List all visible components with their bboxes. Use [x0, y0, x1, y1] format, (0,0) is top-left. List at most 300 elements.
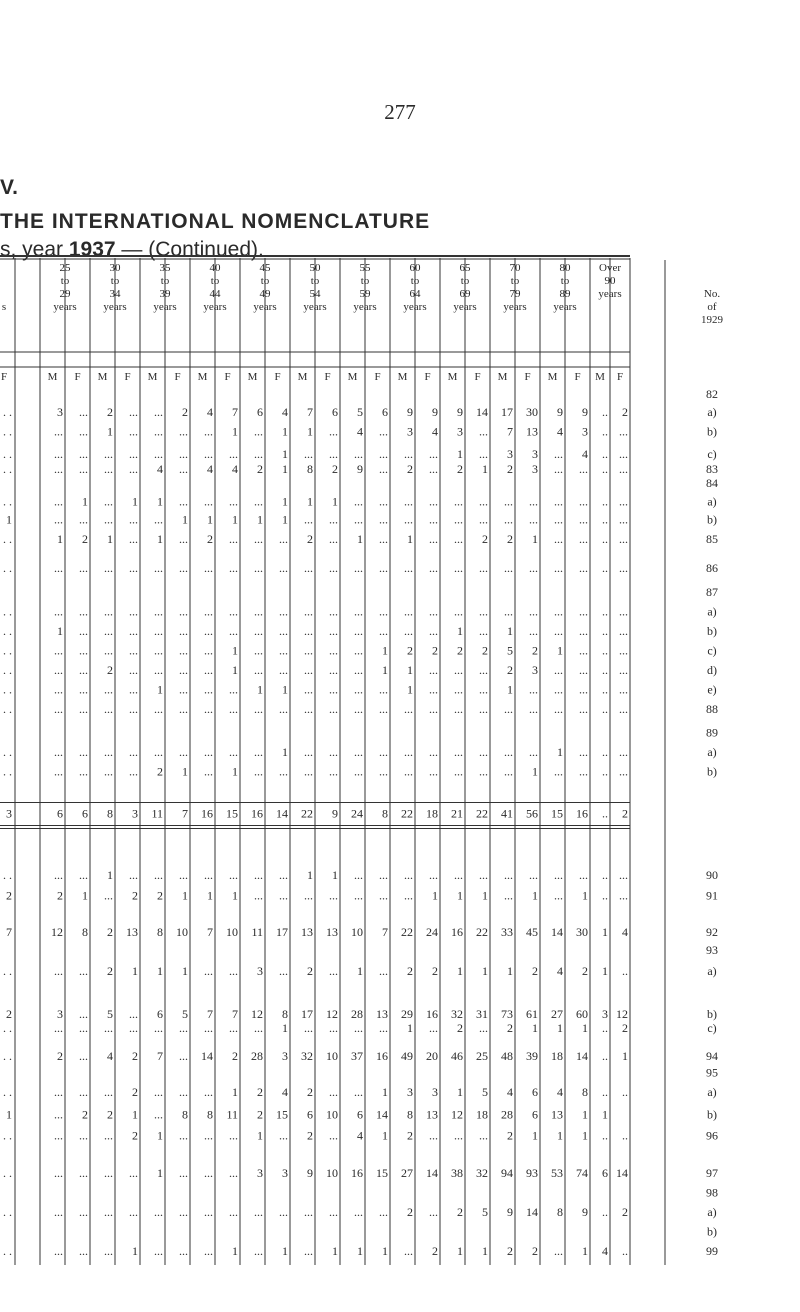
left-stub-value: 2 — [6, 888, 12, 903]
table-cell: ... — [504, 561, 513, 576]
table-cell: ... — [329, 963, 338, 978]
table-cell: ... — [279, 662, 288, 677]
table-cell: 13 — [376, 1007, 388, 1022]
table-cell: 1 — [182, 963, 188, 978]
table-cell: 6 — [602, 1165, 608, 1180]
table-cell: ... — [404, 888, 413, 903]
table-cell: 2 — [407, 1204, 413, 1219]
table-cell: 16 — [451, 924, 463, 939]
row-number: b) — [707, 623, 717, 638]
table-cell: 32 — [301, 1048, 313, 1063]
table-cell: 2 — [582, 963, 588, 978]
table-cell: 1 — [282, 512, 288, 527]
total-cell: 9 — [332, 806, 338, 821]
row-number: 90 — [706, 867, 718, 882]
table-cell: ... — [229, 1165, 238, 1180]
table-cell: ... — [619, 446, 628, 461]
table-cell: 14 — [476, 405, 488, 420]
table-cell: ... — [229, 531, 238, 546]
table-cell: ... — [129, 682, 138, 697]
table-cell: 1 — [107, 424, 113, 439]
page-number: 277 — [384, 100, 416, 124]
table-cell: ... — [429, 623, 438, 638]
table-cell: 1 — [582, 1244, 588, 1258]
table-cell: ... — [304, 1204, 313, 1219]
table-cell: ... — [619, 604, 628, 619]
table-cell: .. — [602, 623, 608, 638]
table-cell: 1 — [157, 1165, 163, 1180]
table-cell: ... — [279, 963, 288, 978]
total-cell: 7 — [182, 806, 188, 821]
table-cell: .. — [602, 1204, 608, 1219]
table-cell: ... — [379, 561, 388, 576]
table-cell: ... — [129, 1165, 138, 1180]
age-group-header: 55 — [359, 262, 371, 274]
row-number: 91 — [706, 888, 718, 903]
table-cell: ... — [329, 1021, 338, 1036]
age-group-header: years — [403, 301, 427, 313]
table-cell: 7 — [307, 405, 313, 420]
table-cell: 16 — [426, 1007, 438, 1022]
age-group-header: 34 — [109, 288, 121, 300]
table-cell: 1 — [557, 1128, 563, 1143]
table-cell: ... — [254, 643, 263, 658]
table-cell: ... — [254, 494, 263, 509]
table-cell: 46 — [451, 1048, 463, 1063]
table-cell: 10 — [226, 924, 238, 939]
table-cell: 6 — [532, 1107, 538, 1122]
table-cell: 13 — [326, 924, 338, 939]
table-cell: ... — [254, 701, 263, 716]
table-cell: 3 — [257, 1165, 263, 1180]
left-stub-value: . . — [3, 867, 12, 882]
left-stub-value: . . — [3, 531, 12, 546]
table-cell: ... — [379, 682, 388, 697]
table-cell: ... — [379, 745, 388, 760]
table-cell: ... — [429, 1128, 438, 1143]
table-cell: ... — [179, 561, 188, 576]
table-cell: ... — [329, 888, 338, 903]
table-cell: 94 — [501, 1165, 513, 1180]
table-cell: ... — [104, 1085, 113, 1100]
table-cell: 2 — [132, 888, 138, 903]
table-cell: ... — [154, 1085, 163, 1100]
table-cell: 2 — [507, 662, 513, 677]
table-cell: 2 — [157, 888, 163, 903]
sex-label: M — [447, 371, 458, 383]
table-cell: ... — [579, 867, 588, 882]
table-cell: 3 — [407, 1085, 413, 1100]
table-cell: ... — [579, 604, 588, 619]
number-column-header: No. — [703, 288, 721, 300]
number-column-header: of — [707, 301, 717, 313]
table-cell: 1 — [332, 494, 338, 509]
table-cell: .. — [602, 494, 608, 509]
table-cell: 2 — [407, 1128, 413, 1143]
table-cell: 12 — [616, 1007, 628, 1022]
sex-label: M — [97, 371, 108, 383]
table-cell: ... — [619, 701, 628, 716]
table-cell: 15 — [376, 1165, 388, 1180]
table-cell: ... — [54, 963, 63, 978]
table-cell: ... — [479, 1128, 488, 1143]
table-cell: ... — [454, 561, 463, 576]
table-cell: ... — [54, 494, 63, 509]
table-cell: ... — [579, 682, 588, 697]
table-cell: ... — [79, 424, 88, 439]
table-cell: 7 — [207, 1007, 213, 1022]
sex-label: M — [595, 371, 605, 383]
row-number: b) — [707, 1107, 717, 1122]
table-cell: 7 — [157, 1048, 163, 1063]
table-cell: .. — [602, 604, 608, 619]
table-cell: 1 — [232, 512, 238, 527]
table-cell: ... — [154, 662, 163, 677]
table-cell: 1 — [107, 867, 113, 882]
table-cell: 14 — [201, 1048, 213, 1063]
table-cell: 5 — [107, 1007, 113, 1022]
age-group-header: 54 — [309, 288, 321, 300]
table-cell: ... — [554, 662, 563, 677]
table-cell: 1 — [482, 1244, 488, 1258]
age-group-header: years — [503, 301, 527, 313]
table-cell: 1 — [332, 1244, 338, 1258]
table-cell: 2 — [107, 405, 113, 420]
table-cell: 10 — [326, 1165, 338, 1180]
left-stub-value: . . — [3, 1085, 12, 1100]
table-cell: ... — [619, 531, 628, 546]
table-cell: ... — [554, 867, 563, 882]
table-cell: ... — [554, 888, 563, 903]
table-cell: ... — [54, 643, 63, 658]
table-cell: ... — [354, 682, 363, 697]
total-cell: .. — [602, 806, 608, 821]
age-group-header: years — [303, 301, 327, 313]
subtitle-rest: — (Continued). — [115, 238, 264, 261]
table-cell: ... — [304, 643, 313, 658]
table-cell: ... — [179, 1128, 188, 1143]
table-cell: 3 — [282, 1048, 288, 1063]
table-title: THE INTERNATIONAL NOMENCLATURE — [0, 210, 431, 233]
age-group-header: 49 — [259, 288, 271, 300]
table-cell: ... — [254, 745, 263, 760]
table-cell: 1 — [457, 888, 463, 903]
table-cell: ... — [279, 561, 288, 576]
table-cell: 10 — [351, 924, 363, 939]
table-cell: ... — [129, 662, 138, 677]
table-cell: ... — [154, 745, 163, 760]
table-cell: ... — [304, 682, 313, 697]
table-cell: ... — [104, 512, 113, 527]
age-group-header: to — [260, 275, 270, 287]
table-cell: ... — [479, 867, 488, 882]
table-cell: 1 — [232, 643, 238, 658]
table-cell: ... — [619, 462, 628, 477]
table-cell: 1 — [457, 446, 463, 461]
table-cell: ... — [179, 1021, 188, 1036]
table-cell: ... — [104, 1165, 113, 1180]
number-column-header: 1929 — [701, 314, 723, 326]
left-stub-value: 1 — [6, 512, 12, 527]
table-cell: .. — [602, 1085, 608, 1100]
table-cell: 8 — [157, 924, 163, 939]
row-number: b) — [707, 1007, 717, 1022]
sex-label: M — [297, 371, 308, 383]
table-cell: 1 — [282, 682, 288, 697]
table-cell: ... — [254, 604, 263, 619]
table-cell: ... — [179, 1244, 188, 1258]
table-cell: 2 — [307, 1128, 313, 1143]
table-cell: 13 — [526, 424, 538, 439]
table-cell: ... — [79, 745, 88, 760]
table-cell: ... — [154, 701, 163, 716]
row-number: e) — [707, 682, 717, 697]
row-number: a) — [707, 604, 717, 619]
table-cell: ... — [379, 462, 388, 477]
table-cell: ... — [154, 405, 163, 420]
table-cell: 74 — [576, 1165, 588, 1180]
table-cell: 9 — [557, 405, 563, 420]
table-cell: 2 — [507, 1021, 513, 1036]
total-cell: 8 — [107, 806, 113, 821]
table-cell: 7 — [207, 924, 213, 939]
table-cell: ... — [54, 561, 63, 576]
table-cell: ... — [554, 531, 563, 546]
table-cell: ... — [204, 1165, 213, 1180]
table-cell: 22 — [401, 924, 413, 939]
table-cell: 1 — [232, 888, 238, 903]
table-cell: ... — [129, 604, 138, 619]
table-cell: 5 — [357, 405, 363, 420]
table-cell: 4 — [282, 405, 288, 420]
left-stub-value: . . — [3, 643, 12, 658]
left-stub-value: . . — [3, 446, 12, 461]
table-cell: ... — [154, 1204, 163, 1219]
table-cell: 1 — [282, 446, 288, 461]
table-cell: ... — [179, 643, 188, 658]
table-cell: ... — [429, 682, 438, 697]
table-cell: ... — [54, 604, 63, 619]
table-cell: ... — [454, 604, 463, 619]
table-cell: ... — [79, 1244, 88, 1258]
table-cell: 4 — [582, 446, 588, 461]
table-cell: 6 — [157, 1007, 163, 1022]
sex-label: F — [424, 371, 431, 383]
table-cell: 14 — [376, 1107, 388, 1122]
table-cell: 9 — [407, 405, 413, 420]
table-cell: ... — [554, 682, 563, 697]
table-cell: ... — [329, 446, 338, 461]
age-group-header: 35 — [159, 262, 171, 274]
left-stub-value: . . — [3, 623, 12, 638]
age-group-header: 90 — [604, 275, 616, 287]
table-cell: ... — [79, 1007, 88, 1022]
table-cell: ... — [579, 561, 588, 576]
table-cell: 93 — [526, 1165, 538, 1180]
table-cell: 13 — [426, 1107, 438, 1122]
table-cell: ... — [329, 424, 338, 439]
table-cell: ... — [154, 446, 163, 461]
table-cell: ... — [179, 1204, 188, 1219]
table-cell: ... — [179, 462, 188, 477]
table-cell: 1 — [232, 764, 238, 779]
table-cell: ... — [104, 446, 113, 461]
table-cell: 73 — [501, 1007, 513, 1022]
table-cell: 2 — [457, 1021, 463, 1036]
table-cell: 1 — [157, 531, 163, 546]
table-cell: ... — [354, 494, 363, 509]
total-cell: 2 — [622, 806, 628, 821]
table-cell: 1 — [232, 662, 238, 677]
table-cell: 2 — [107, 1107, 113, 1122]
table-cell: .. — [602, 764, 608, 779]
table-cell: 2 — [532, 963, 538, 978]
table-cell: ... — [79, 1085, 88, 1100]
table-cell: ... — [204, 1021, 213, 1036]
table-cell: ... — [304, 604, 313, 619]
table-cell: 9 — [307, 1165, 313, 1180]
table-cell: ... — [179, 662, 188, 677]
table-cell: ... — [404, 701, 413, 716]
total-cell: 24 — [351, 806, 363, 821]
table-cell: 1 — [282, 745, 288, 760]
table-cell: ... — [479, 764, 488, 779]
table-cell: 1 — [132, 1107, 138, 1122]
table-cell: 45 — [526, 924, 538, 939]
table-cell: ... — [329, 745, 338, 760]
sex-label: F — [616, 371, 624, 383]
table-cell: ... — [304, 662, 313, 677]
table-cell: 2 — [107, 963, 113, 978]
table-cell: 14 — [551, 924, 563, 939]
table-cell: 2 — [207, 531, 213, 546]
table-cell: 60 — [576, 1007, 588, 1022]
age-group-header: years — [598, 288, 622, 300]
table-cell: 1 — [382, 662, 388, 677]
table-cell: 4 — [107, 1048, 113, 1063]
row-number: 83 — [706, 462, 718, 477]
table-cell: 1 — [532, 1128, 538, 1143]
table-cell: ... — [379, 888, 388, 903]
table-cell: 18 — [551, 1048, 563, 1063]
left-stub-value: . . — [3, 1021, 12, 1036]
row-number: 84 — [706, 476, 718, 491]
age-group-header: years — [453, 301, 477, 313]
table-cell: ... — [204, 701, 213, 716]
table-cell: ... — [229, 701, 238, 716]
table-cell: 2 — [407, 643, 413, 658]
table-cell: 53 — [551, 1165, 563, 1180]
table-cell: ... — [479, 424, 488, 439]
table-cell: 1 — [307, 494, 313, 509]
table-cell: 25 — [476, 1048, 488, 1063]
table-cell: ... — [204, 682, 213, 697]
table-cell: ... — [79, 1128, 88, 1143]
table-cell: ... — [179, 531, 188, 546]
row-number: b) — [707, 764, 717, 779]
table-cell: ... — [379, 446, 388, 461]
table-cell: 1 — [107, 531, 113, 546]
table-cell: ... — [479, 494, 488, 509]
table-cell: 3 — [57, 1007, 63, 1022]
age-group-header: 64 — [409, 288, 421, 300]
table-cell: 1 — [582, 1021, 588, 1036]
table-cell: 14 — [616, 1165, 628, 1180]
table-cell: ... — [554, 604, 563, 619]
left-stub-value: . . — [3, 1128, 12, 1143]
table-cell: ... — [619, 888, 628, 903]
table-cell: 1 — [382, 1244, 388, 1258]
table-cell: ... — [329, 623, 338, 638]
table-cell: 1 — [132, 1244, 138, 1258]
table-cell: 3 — [532, 446, 538, 461]
table-cell: 2 — [132, 1085, 138, 1100]
total-cell: 15 — [551, 806, 563, 821]
row-number: 98 — [706, 1185, 718, 1200]
age-group-header: years — [353, 301, 377, 313]
table-cell: ... — [429, 512, 438, 527]
row-number: 85 — [706, 531, 718, 546]
table-cell: .. — [602, 561, 608, 576]
left-stub-value: 3 — [6, 806, 12, 821]
table-cell: ... — [429, 446, 438, 461]
table-cell: ... — [54, 662, 63, 677]
table-cell: ... — [579, 701, 588, 716]
table-cell: 13 — [551, 1107, 563, 1122]
table-cell: 1 — [57, 531, 63, 546]
row-number: b) — [707, 1224, 717, 1239]
table-cell: 2 — [132, 1128, 138, 1143]
table-cell: ... — [329, 1128, 338, 1143]
table-cell: ... — [54, 1107, 63, 1122]
table-cell: ... — [529, 867, 538, 882]
table-cell: 7 — [232, 1007, 238, 1022]
table-cell: ... — [204, 604, 213, 619]
table-cell: ... — [129, 561, 138, 576]
age-group-header: to — [560, 275, 570, 287]
total-cell: 11 — [151, 806, 163, 821]
table-cell: 38 — [451, 1165, 463, 1180]
table-cell: 4 — [357, 1128, 363, 1143]
table-cell: 1 — [357, 963, 363, 978]
table-cell: 1 — [482, 963, 488, 978]
table-cell: 7 — [507, 424, 513, 439]
table-cell: 9 — [507, 1204, 513, 1219]
table-cell: 1 — [257, 512, 263, 527]
table-cell: ... — [204, 1128, 213, 1143]
row-number: 93 — [706, 943, 718, 958]
table-cell: 2 — [432, 643, 438, 658]
table-cell: 31 — [476, 1007, 488, 1022]
table-cell: ... — [129, 462, 138, 477]
table-cell: 17 — [301, 1007, 313, 1022]
row-number: 94 — [706, 1048, 718, 1063]
table-cell: ... — [354, 1021, 363, 1036]
table-cell: 8 — [582, 1085, 588, 1100]
table-cell: ... — [479, 604, 488, 619]
table-cell: ... — [619, 764, 628, 779]
total-cell: 8 — [382, 806, 388, 821]
total-cell: 22 — [301, 806, 313, 821]
table-cell: ... — [229, 1128, 238, 1143]
table-cell: ... — [579, 512, 588, 527]
table-cell: 49 — [401, 1048, 413, 1063]
table-cell: ... — [379, 623, 388, 638]
table-cell: ... — [54, 462, 63, 477]
total-cell: 41 — [501, 806, 513, 821]
table-cell: 3 — [407, 424, 413, 439]
table-cell: 18 — [476, 1107, 488, 1122]
